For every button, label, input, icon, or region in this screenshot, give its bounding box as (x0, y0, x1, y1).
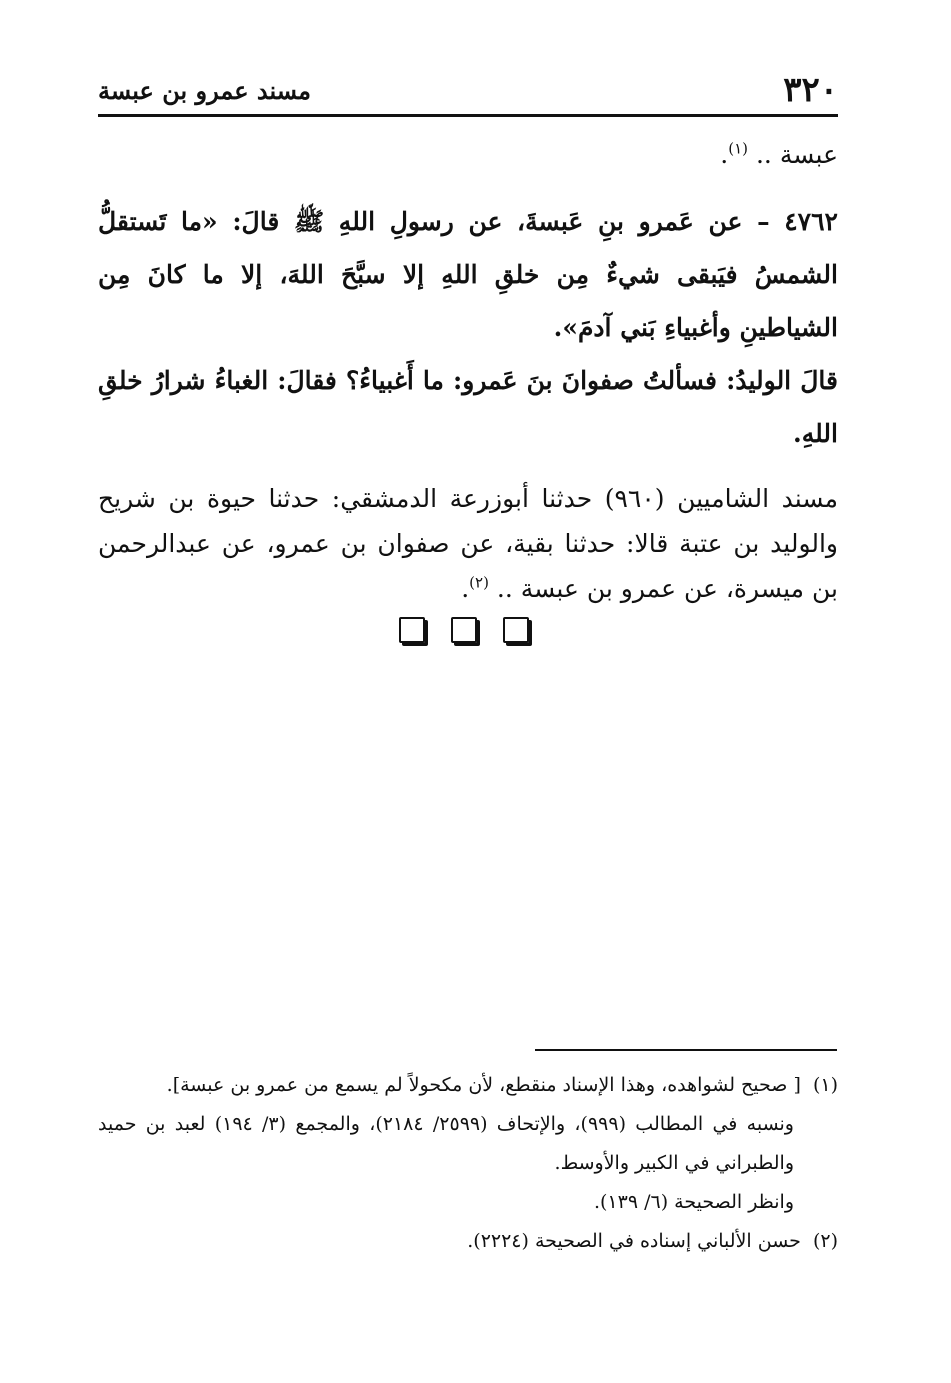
period: . (461, 574, 470, 603)
footnote-ref-2: (٢) (469, 573, 489, 592)
footnote-ref-1: (١) (728, 139, 749, 158)
main-text (98, 128, 838, 611)
page-header (98, 70, 838, 110)
hadith-number: ٤٧٦٢ – (757, 207, 838, 236)
source-paragraph (98, 476, 838, 611)
ornament-box-icon (399, 617, 425, 643)
hadith-paragraph (98, 195, 838, 354)
footnote-1-continuation: ونسبه في المطالب (٩٩٩)، والإتحاف (٢٥٩٩/ ٢١٨٤)، والمجمع (٣/ ١٩٤) لعبد بن حميد والطبراني في الكبير والأوسط. (98, 1113, 794, 1174)
footnote-number: (٢) (812, 1230, 838, 1252)
section-divider-ornament (399, 617, 529, 647)
footnote-1 (98, 1066, 838, 1105)
walid-paragraph: قالَ الوليدُ: فسألتُ صفوانَ بنَ عَمرو: ما أَغبياءُ؟ فقالَ: الغباءُ شرارُ خلقِ اللهِ. (98, 366, 838, 448)
footnote-2 (98, 1222, 838, 1261)
ornament-box-icon (451, 617, 477, 643)
footnote-number: (١) (812, 1074, 838, 1096)
running-title: مسند عمرو بن عبسة (98, 75, 311, 105)
footnote-rule (535, 1049, 837, 1051)
footnote-1-see-also: وانظر الصحيحة (٦/ ١٣٩). (593, 1191, 794, 1213)
source-text: مسند الشاميين (٩٦٠) حدثنا أبوزرعة الدمشقي: حدثنا حيوة بن شريح والوليد بن عتبة قالا: حدثنا بقية، عن صفوان بن عمرو، عن عبدالرحمن بن ميسرة، عن عمرو بن عبسة .. (98, 484, 839, 603)
continued-text: عبسة .. (755, 140, 838, 169)
continued-line (98, 128, 838, 181)
ornament-box-icon (503, 617, 529, 643)
period: . (720, 140, 729, 169)
hadith-text: عن عَمرو بنِ عَبسةَ، عن رسولِ اللهِ ﷺ قالَ: «ما تَستقلُّ الشمسُ فيَبقى شيءٌ مِن خلقِ اللهِ إلا سبَّحَ اللهَ، إلا ما كانَ مِن الشياطينِ وأغبياءِ بَني آدمَ». (98, 207, 838, 342)
header-rule (98, 114, 838, 117)
footnotes (98, 1066, 838, 1261)
page-number: ٣٢٠ (783, 70, 838, 110)
footnote-text: [ صحيح لشواهده، وهذا الإسناد منقطع، لأن مكحولاً لم يسمع من عمرو بن عبسة]. (166, 1074, 801, 1096)
footnote-text: حسن الألباني إسناده في الصحيحة (٢٢٢٤). (467, 1230, 801, 1252)
